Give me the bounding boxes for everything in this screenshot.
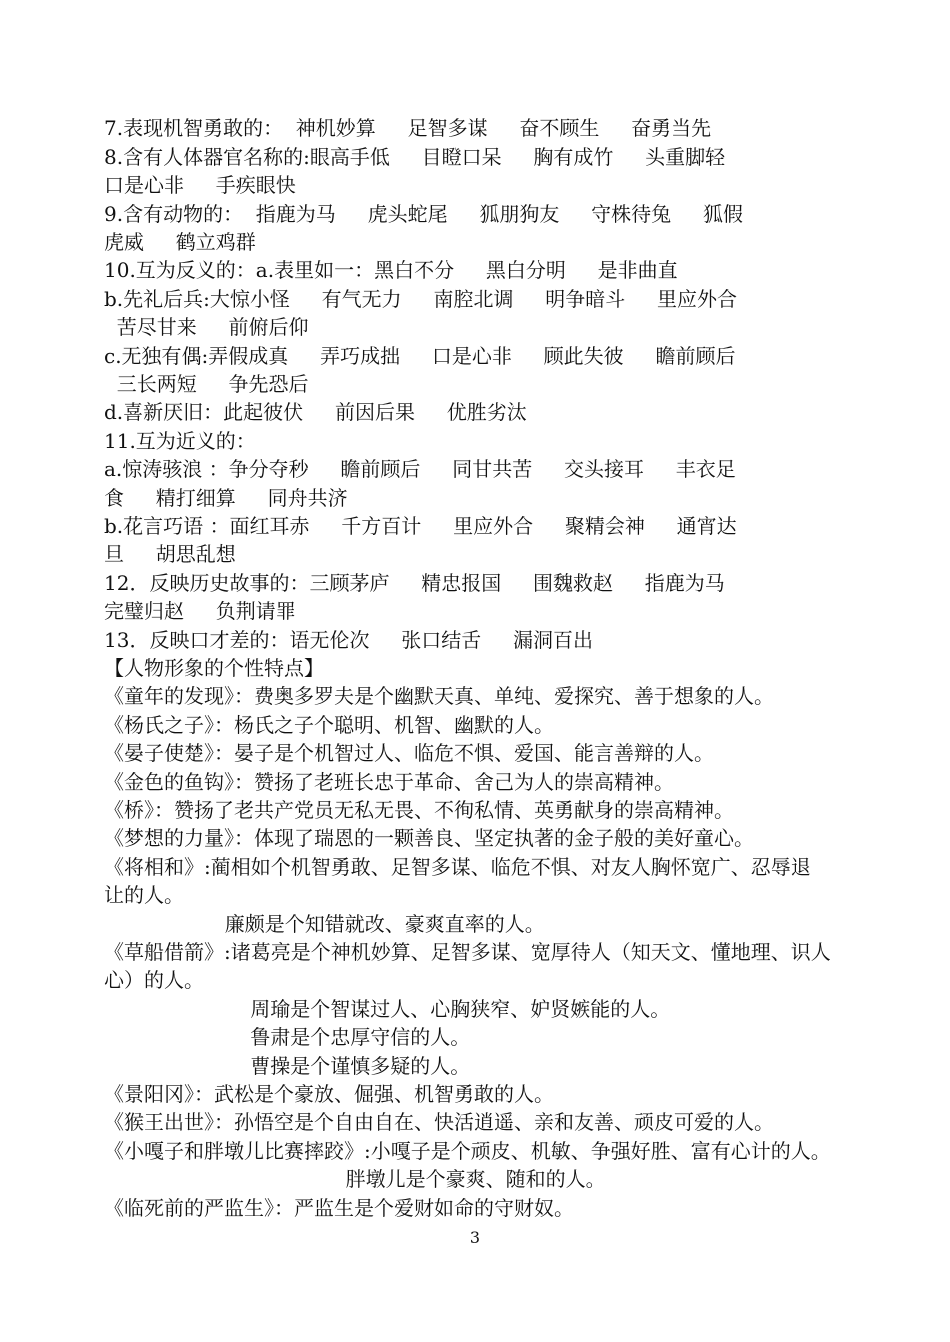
text-line: 《临死前的严监生》：严监生是个爱财如命的守财奴。 bbox=[104, 1196, 574, 1220]
text-line: 10.互为反义的：a.表里如一：黑白不分 黑白分明 是非曲直 bbox=[104, 258, 678, 282]
text-line: 《小嘎子和胖墩儿比赛摔跤》:小嘎子是个顽皮、机敏、争强好胜、富有心计的人。 bbox=[104, 1139, 831, 1163]
text-line: 食 精打细算 同舟共济 bbox=[104, 486, 348, 510]
text-line: 《梦想的力量》：体现了瑞恩的一颗善良、坚定执著的金子般的美好童心。 bbox=[104, 826, 754, 850]
text-line: 11.互为近义的： bbox=[104, 429, 256, 453]
text-line: 旦 胡思乱想 bbox=[104, 542, 236, 566]
text-line: 鲁肃是个忠厚守信的人。 bbox=[104, 1025, 471, 1049]
text-line: b.花言巧语 ：面红耳赤 千方百计 里应外合 聚精会神 通宵达 bbox=[104, 514, 737, 538]
text-line: 《童年的发现》：费奥多罗夫是个幽默天真、单纯、爱探究、善于想象的人。 bbox=[104, 684, 774, 708]
text-line: 虎威 鹤立鸡群 bbox=[104, 230, 256, 254]
text-line: 《杨氏之子》：杨氏之子个聪明、机智、幽默的人。 bbox=[104, 713, 554, 737]
text-line: 12．反映历史故事的：三顾茅庐 精忠报国 围魏救赵 指鹿为马 bbox=[104, 571, 725, 595]
text-line: 口是心非 手疾眼快 bbox=[104, 173, 296, 197]
text-line: 周瑜是个智谋过人、心胸狭窄、妒贤嫉能的人。 bbox=[104, 997, 671, 1021]
text-line: 完璧归赵 负荆请罪 bbox=[104, 599, 296, 623]
text-line: 《猴王出世》：孙悟空是个自由自在、快活逍遥、亲和友善、顽皮可爱的人。 bbox=[104, 1110, 774, 1134]
text-line: 胖墩儿是个豪爽、随和的人。 bbox=[104, 1167, 606, 1191]
text-line: 8.含有人体器官名称的:眼高手低 目瞪口呆 胸有成竹 头重脚轻 bbox=[104, 145, 726, 169]
text-line: c.无独有偶:弄假成真 弄巧成拙 口是心非 顾此失彼 瞻前顾后 bbox=[104, 344, 736, 368]
text-line: 《将相和》:蔺相如个机智勇敢、足智多谋、临危不惧、对友人胸怀宽广、忍辱退 bbox=[104, 855, 811, 879]
text-line: 《桥》：赞扬了老共产党员无私无畏、不徇私情、英勇献身的崇高精神。 bbox=[104, 798, 734, 822]
text-line: 《草船借箭》:诸葛亮是个神机妙算、足智多谋、宽厚待人（知天文、懂地理、识人 bbox=[104, 940, 831, 964]
text-line: d.喜新厌旧：此起彼伏 前因后果 优胜劣汰 bbox=[104, 400, 527, 424]
text-line: 7.表现机智勇敢的： 神机妙算 足智多谋 奋不顾生 奋勇当先 bbox=[104, 116, 712, 140]
text-line: 《金色的鱼钩》：赞扬了老班长忠于革命、舍己为人的崇高精神。 bbox=[104, 770, 674, 794]
text-line: 心）的人。 bbox=[104, 968, 204, 992]
text-line: 苦尽甘来 前俯后仰 bbox=[104, 315, 309, 339]
text-line: 让的人。 bbox=[104, 883, 184, 907]
page-number: 3 bbox=[469, 1228, 481, 1247]
text-line: 曹操是个谨慎多疑的人。 bbox=[104, 1054, 471, 1078]
text-line: 《景阳冈》：武松是个豪放、倔强、机智勇敢的人。 bbox=[104, 1082, 554, 1106]
section-heading: 【人物形象的个性特点】 bbox=[104, 656, 324, 680]
text-line: 13．反映口才差的：语无伦次 张口结舌 漏洞百出 bbox=[104, 628, 594, 652]
text-line: a.惊涛骇浪 ：争分夺秒 瞻前顾后 同甘共苦 交头接耳 丰衣足 bbox=[104, 457, 736, 481]
text-line: 三长两短 争先恐后 bbox=[104, 372, 309, 396]
text-line: 廉颇是个知错就改、豪爽直率的人。 bbox=[104, 912, 545, 936]
text-line: 《晏子使楚》：晏子是个机智过人、临危不惧、爱国、能言善辩的人。 bbox=[104, 741, 714, 765]
text-line: b.先礼后兵:大惊小怪 有气无力 南腔北调 明争暗斗 里应外合 bbox=[104, 287, 738, 311]
text-line: 9.含有动物的： 指鹿为马 虎头蛇尾 狐朋狗友 守株待兔 狐假 bbox=[104, 202, 743, 226]
